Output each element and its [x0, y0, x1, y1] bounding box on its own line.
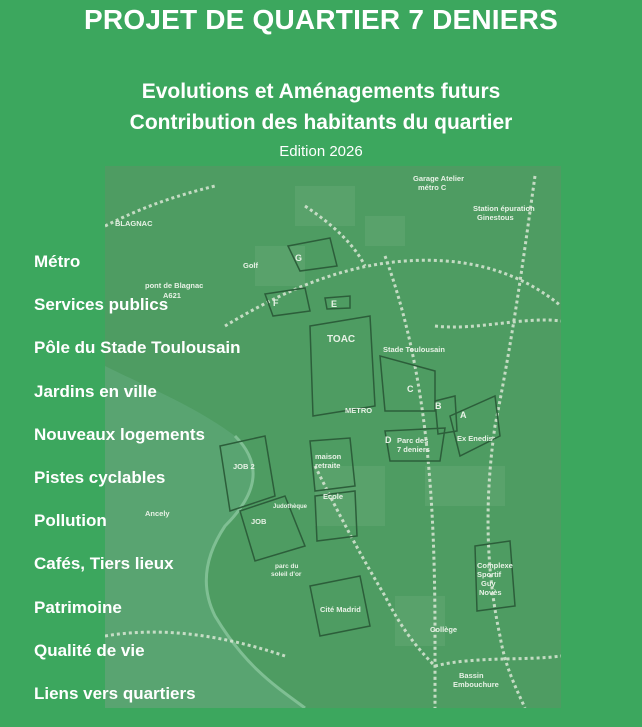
map-label-maison-2: retraite	[315, 461, 341, 470]
page-subtitle-contribution: Contribution des habitants du quartier	[129, 111, 513, 134]
page-subtitle-evolutions: Evolutions et Aménagements futurs	[141, 80, 501, 103]
menu-item-jardins[interactable]: Jardins en ville	[34, 381, 157, 401]
zone-f-label: F	[273, 298, 279, 308]
menu-item-patrimoine[interactable]: Patrimoine	[34, 597, 122, 617]
map-label-maison-1: maison	[315, 452, 342, 461]
menu-item-liens-quartiers[interactable]: Liens vers quartiers	[34, 683, 196, 703]
map-label-station-2: Ginestous	[477, 213, 514, 222]
menu-item-cafes[interactable]: Cafés, Tiers lieux	[34, 554, 174, 574]
map-label-metro: METRO	[345, 406, 373, 415]
menu-item-pistes-cyclables[interactable]: Pistes cyclables	[34, 467, 166, 487]
zone-b-label: B	[435, 401, 442, 411]
menu-item-services-publics[interactable]: Services publics	[34, 295, 169, 315]
map-label-ancely: Ancely	[145, 509, 170, 518]
menu-item-qualite-vie[interactable]: Qualité de vie	[34, 640, 145, 660]
zone-g-label: G	[295, 253, 303, 263]
map-label-garage: Garage Atelier	[413, 174, 464, 183]
page-title: PROJET DE QUARTIER 7 DENIERS	[84, 4, 558, 35]
map-label-soleil-1: parc du	[275, 563, 299, 570]
map-label-blagnac: BLAGNAC	[115, 219, 153, 228]
map-label-college: Collège	[430, 625, 458, 634]
map-label-metro-c: métro C	[418, 183, 447, 192]
map-label-pont: pont de Blagnac	[145, 281, 204, 290]
map-label-stade: Stade Toulousain	[383, 345, 445, 354]
map-label-parc-1: Parc des	[397, 436, 429, 445]
map-label-soleil-2: soleil d'or	[271, 571, 302, 578]
zone-e-label: E	[331, 299, 338, 309]
menu-item-pole-stade[interactable]: Pôle du Stade Toulousain	[34, 338, 241, 358]
zone-c-label: C	[407, 384, 414, 394]
map-label-complexe-2: Sportif	[477, 570, 502, 579]
map-label-golf: Golf	[243, 261, 258, 270]
map-label-parc-2: 7 deniers	[397, 445, 430, 454]
map-label-a621: A621	[163, 291, 181, 300]
map-label-job2: JOB 2	[233, 462, 255, 471]
map-label-complexe-4: Novès	[479, 588, 502, 597]
map-label-judotheque: Judothèque	[273, 504, 307, 510]
menu-item-metro[interactable]: Métro	[34, 252, 81, 271]
zone-d-label: D	[385, 435, 392, 445]
menu-item-pollution[interactable]: Pollution	[34, 511, 107, 531]
map-label-job: JOB	[251, 517, 267, 526]
map-label-ecole: Ecole	[323, 492, 344, 501]
menu-item-logements[interactable]: Nouveaux logements	[34, 424, 205, 444]
edition-label: Edition 2026	[279, 143, 363, 160]
map-label-complexe-3: Guy	[481, 579, 496, 588]
map-label-complexe-1: Complexe	[477, 561, 513, 570]
zone-a-label: A	[460, 410, 467, 420]
theme-menu	[34, 252, 241, 727]
map-label-bassin-2: Embouchure	[453, 680, 499, 689]
map-label-bassin-1: Bassin	[459, 671, 484, 680]
map-label-cite: Cité Madrid	[320, 605, 361, 614]
map-label-enedis: Ex Enedis	[457, 434, 493, 443]
map-label-toac: TOAC	[327, 334, 356, 345]
map-label-station-1: Station épuration	[473, 204, 535, 213]
